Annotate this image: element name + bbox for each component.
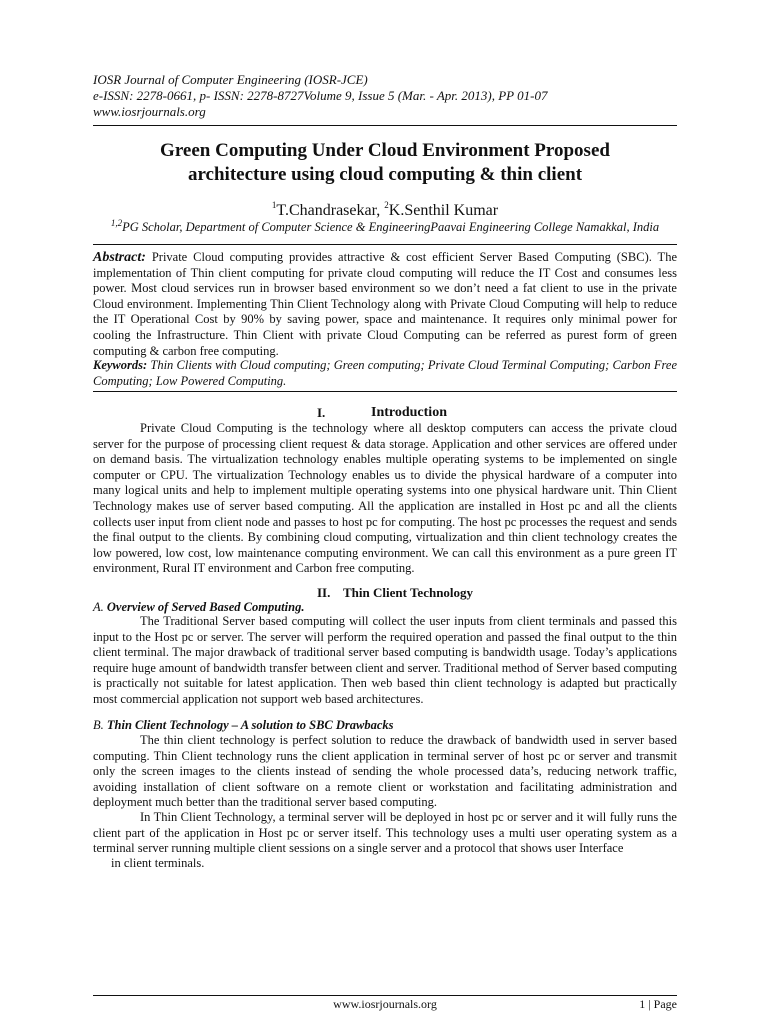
- journal-website: www.iosrjournals.org: [93, 104, 206, 119]
- abstract-bottom-rule: [93, 391, 677, 392]
- abstract-top-rule: [93, 244, 677, 245]
- section-heading-thin-client: [93, 585, 677, 601]
- author-1: T.Chandrasekar,: [276, 202, 385, 219]
- footer-rule: [93, 995, 677, 996]
- subsection-title: Overview of Served Based Computing.: [103, 600, 305, 614]
- section-number: I.: [317, 405, 326, 420]
- subsection-title: Thin Client Technology – A solution to SBC Drawbacks: [103, 718, 394, 732]
- abstract: [93, 250, 677, 359]
- subsection-b-paragraph-2-tail: in client terminals.: [111, 856, 205, 870]
- title-line-2: architecture using cloud computing & thin client: [187, 164, 583, 185]
- journal-header: [93, 72, 547, 120]
- title-line-1: Green Computing Under Cloud Environment Proposed: [160, 140, 610, 161]
- subsection-a-paragraph: The Traditional Server based computing will collect the user inputs from client terminals and passed this input to the Host pc or server. The server will perform the required operation and passed the final output to the thin client terminal. The major drawback of traditional server based computing is bandwidth usage. Today’s applications require huge amount of bandwidth transfer between client and server. Traditional method of Server based computing is practically not suitable for latest application. Then web based thin client technology is adapted but practically most commercial application not support web based architectures.: [93, 614, 677, 706]
- issn-line: e-ISSN: 2278-0661, p- ISSN: 2278-8727Volume 9, Issue 5 (Mar. - Apr. 2013), PP 01-07: [93, 88, 548, 103]
- author-2: K.Senthil Kumar: [388, 202, 499, 219]
- keywords-text: Thin Clients with Cloud computing; Green computing; Private Cloud Terminal Computing; Carbon Free Computing; Low Powered Computing.: [93, 358, 677, 388]
- author1-sup: 1: [271, 200, 277, 210]
- paper-title: [93, 139, 677, 187]
- abstract-text: Private Cloud computing provides attractive & cost efficient Server Based Computing (SBC). The implementation of Thin client computing for private cloud computing will reduce the IT Cost and consumes less power. Most cloud services run in browser based environment so we don’t need a fat client to use in the private Cloud environment. Implementing Thin Client Technology along with Private Cloud Computing will help to reduce the IT Operational Cost by 90% by saving power, space and maintenance. It requires only minimal power for cooling the Infrastructure. Thin Client with private Cloud Computing can be referred as purest form of green computing & carbon free computing.: [93, 250, 677, 358]
- author2-sup: 2: [384, 200, 389, 210]
- section-title: Thin Client Technology: [343, 585, 474, 600]
- journal-name: IOSR Journal of Computer Engineering (IOSR-JCE): [93, 72, 368, 87]
- affiliation-sup: 1,2: [110, 218, 123, 228]
- keywords-label: Keywords:: [93, 358, 148, 372]
- section-number: II.: [317, 585, 331, 600]
- affiliation-line: [93, 219, 677, 235]
- footer-website: www.iosrjournals.org: [333, 997, 437, 1011]
- subsection-letter: B.: [93, 718, 104, 732]
- abstract-label: Abstract:: [93, 250, 146, 265]
- header-rule: [93, 125, 677, 126]
- intro-paragraph: Private Cloud Computing is the technology where all desktop computers can access the private cloud server for the purpose of processing client request & data storage. Application and other services are offered under on demand basis. The virtualization technology enables multiple operating systems to be implemented on single computer or CPU. The virtualization Technology enables us to divide the physical hardware of a computer into many logical units and help to implement multiple operating systems into one physical hardware unit. Thin Client Technology makes use of server based computing. All the application are installed in Host pc and all the clients collects user input from client node and passes to host pc for computing. The host pc processes the request and sends the final output to the clients. By combining cloud computing, virtualization and thin client technology creates the low powered, low cost, low maintenance computing environment. We can call this environment as a pure green IT environment, Rural IT environment and Carbon free computing.: [93, 421, 678, 576]
- section-heading-introduction: [93, 405, 677, 421]
- author-line: [93, 201, 677, 221]
- section-title: Introduction: [371, 405, 447, 420]
- subsection-b-paragraph-1: The thin client technology is perfect solution to reduce the drawback of bandwidth used in server based computing. Thin Client technology runs the client application in terminal server of host pc or server and transmit only the screen images to the clients instead of sending the whole processed data’s, reducing network traffic, avoiding installation of client software on a remote client or workstation and facilitating administration and deployment much better than the traditional server based computing.: [93, 733, 677, 810]
- subsection-b-paragraph-2: In Thin Client Technology, a terminal server will be deployed in host pc or server and it will fully runs the client part of the application in Host pc or server itself. This technology uses a multi user operating system as a terminal server running multiple client sessions on a single server and a protocol that shows user Interface: [93, 810, 677, 856]
- keywords: [93, 358, 677, 389]
- subsection-heading-b: [93, 718, 677, 734]
- affiliation: PG Scholar, Department of Computer Science & EngineeringPaavai Engineering College Namakkal, India: [122, 220, 660, 234]
- subsection-letter: A.: [93, 600, 104, 614]
- footer-page-number: 1 | Page: [639, 997, 677, 1011]
